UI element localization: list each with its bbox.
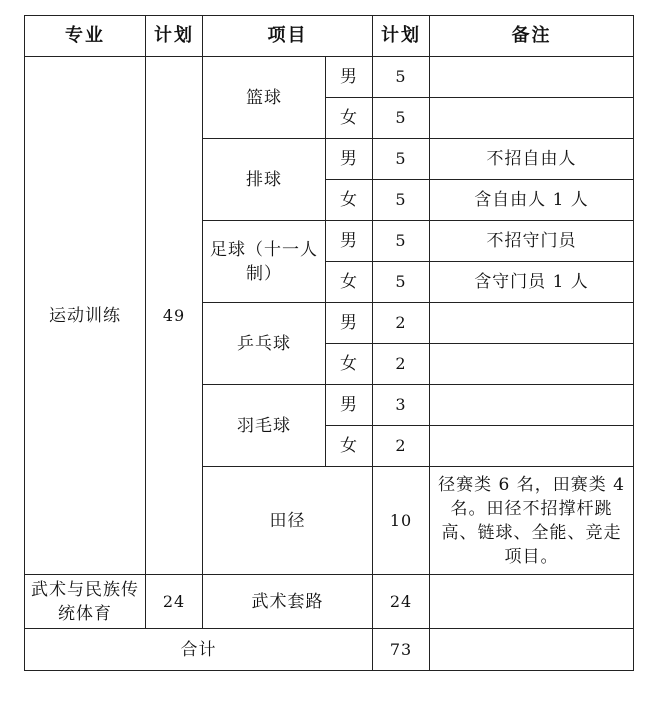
- header-major: 专业: [25, 16, 146, 57]
- total-label: 合计: [25, 629, 373, 671]
- plan-cell: 5: [373, 180, 430, 221]
- gender-cell: 女: [326, 344, 373, 385]
- plan-cell: 2: [373, 303, 430, 344]
- table-row: [25, 575, 634, 629]
- header-row: [25, 16, 634, 57]
- plan-cell: 3: [373, 385, 430, 426]
- plan-cell: 5: [373, 57, 430, 98]
- header-item: 项目: [203, 16, 373, 57]
- plan-cell: 2: [373, 426, 430, 467]
- note-cell: 不招守门员: [430, 221, 634, 262]
- sport-name-cell: 羽毛球: [203, 385, 326, 467]
- note-cell: [430, 98, 634, 139]
- sport-name-cell: 武术套路: [203, 575, 373, 629]
- sport-name-cell: 篮球: [203, 57, 326, 139]
- note-cell: 不招自由人: [430, 139, 634, 180]
- plan-cell: 10: [373, 467, 430, 575]
- sport-name-cell: 排球: [203, 139, 326, 221]
- gender-cell: 女: [326, 262, 373, 303]
- enrollment-plan-table: [24, 15, 634, 671]
- total-row: [25, 629, 634, 671]
- note-cell: 径赛类 6 名，田赛类 4 名。田径不招撑杆跳高、链球、全能、竞走项目。: [430, 467, 634, 575]
- plan-cell: 5: [373, 221, 430, 262]
- header-plan: 计划: [146, 16, 203, 57]
- note-cell: 含自由人 1 人: [430, 180, 634, 221]
- sport-name-cell: 乒乓球: [203, 303, 326, 385]
- plan-cell: 5: [373, 262, 430, 303]
- major-name-cell: 武术与民族传统体育: [25, 575, 146, 629]
- note-cell: [430, 303, 634, 344]
- note-cell: [430, 385, 634, 426]
- header-note: 备注: [430, 16, 634, 57]
- note-cell: [430, 426, 634, 467]
- plan-cell: 2: [373, 344, 430, 385]
- note-cell: [430, 344, 634, 385]
- gender-cell: 男: [326, 303, 373, 344]
- plan-cell: 5: [373, 139, 430, 180]
- gender-cell: 女: [326, 426, 373, 467]
- gender-cell: 女: [326, 180, 373, 221]
- note-cell: [430, 575, 634, 629]
- header-plan-2: 计划: [373, 16, 430, 57]
- table-row: [25, 57, 634, 98]
- gender-cell: 男: [326, 221, 373, 262]
- note-cell: [430, 57, 634, 98]
- note-cell: 含守门员 1 人: [430, 262, 634, 303]
- gender-cell: 女: [326, 98, 373, 139]
- sport-name-cell: 足球（十一人制）: [203, 221, 326, 303]
- gender-cell: 男: [326, 57, 373, 98]
- plan-cell: 5: [373, 98, 430, 139]
- total-note: [430, 629, 634, 671]
- gender-cell: 男: [326, 139, 373, 180]
- plan-cell: 24: [373, 575, 430, 629]
- sport-name-cell: 田径: [203, 467, 373, 575]
- major-plan-cell: 49: [146, 57, 203, 575]
- total-plan: 73: [373, 629, 430, 671]
- major-plan-cell: 24: [146, 575, 203, 629]
- major-name-cell: 运动训练: [25, 57, 146, 575]
- gender-cell: 男: [326, 385, 373, 426]
